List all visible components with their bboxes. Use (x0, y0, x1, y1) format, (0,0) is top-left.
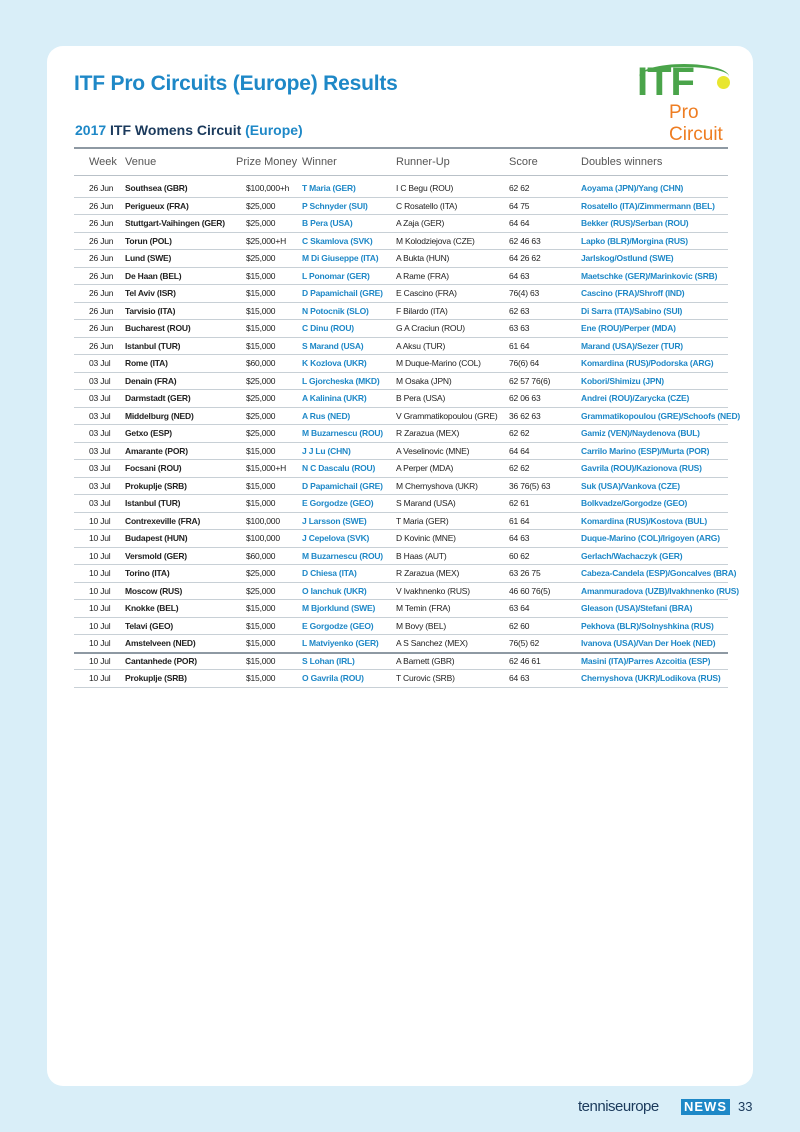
table-bottom-rule (74, 652, 728, 654)
column-header-prize-money: Prize Money (236, 156, 298, 168)
runner-up-cell: A Bukta (HUN) (396, 253, 450, 263)
tennis-ball-icon (717, 76, 730, 89)
prize-money-cell: $15,000 (246, 498, 276, 508)
doubles-winners-cell: Andrei (ROU)/Zarycka (CZE) (581, 393, 690, 403)
table-row (74, 250, 728, 268)
table-row (74, 338, 728, 356)
venue-cell: Amarante (POR) (125, 445, 188, 456)
prize-money-cell: $25,000 (246, 428, 276, 438)
prize-money-cell: $25,000 (246, 218, 276, 228)
prize-money-cell: $15,000 (246, 305, 276, 316)
column-header-winner: Winner (302, 156, 337, 168)
doubles-winners-cell: Marand (USA)/Sezer (TUR) (581, 340, 683, 351)
prize-money-cell: $15,000+H (246, 463, 287, 473)
week-cell: 26 Jun (89, 305, 114, 316)
winner-cell: E Gorgodze (GEO) (302, 498, 374, 508)
score-cell: 76(4) 63 (509, 288, 540, 298)
winner-cell: J Cepelova (SVK) (302, 533, 370, 543)
runner-up-cell: E Cascino (FRA) (396, 288, 457, 298)
venue-cell: Denain (FRA) (125, 375, 177, 386)
venue-cell: Middelburg (NED) (125, 410, 194, 421)
column-header-week: Week (89, 156, 117, 168)
runner-up-cell: M Kolodziejova (CZE) (396, 235, 475, 246)
week-cell: 26 Jun (89, 270, 114, 281)
doubles-winners-cell: Kobori/Shimizu (JPN) (581, 375, 664, 386)
week-cell: 03 Jul (89, 393, 111, 403)
prize-money-cell: $25,000 (246, 253, 276, 263)
runner-up-cell: V Ivakhnenko (RUS) (396, 585, 470, 596)
doubles-winners-cell: Rosatello (ITA)/Zimmermann (BEL) (581, 200, 715, 211)
winner-cell: S Lohan (IRL) (302, 655, 355, 666)
week-cell: 26 Jun (89, 323, 114, 333)
week-cell: 10 Jul (89, 638, 111, 648)
venue-cell: Stuttgart-Vaihingen (GER) (125, 218, 225, 228)
runner-up-cell: A Barnett (GBR) (396, 655, 455, 666)
venue-cell: Knokke (BEL) (125, 603, 179, 613)
table-row (74, 355, 728, 373)
doubles-winners-cell: Cascino (FRA)/Shroff (IND) (581, 288, 685, 298)
runner-up-cell: A Rame (FRA) (396, 270, 449, 281)
score-cell: 62 61 (509, 498, 530, 508)
week-cell: 10 Jul (89, 603, 111, 613)
score-cell: 76(6) 64 (509, 358, 540, 368)
venue-cell: Amstelveen (NED) (125, 638, 196, 648)
table-row (74, 443, 728, 461)
score-cell: 63 26 75 (509, 568, 541, 578)
runner-up-cell: B Pera (USA) (396, 393, 446, 403)
table-top-rule (74, 147, 728, 149)
score-cell: 64 64 (509, 445, 530, 456)
table-row (74, 670, 728, 688)
score-cell: 62 63 (509, 305, 530, 316)
week-cell: 03 Jul (89, 463, 111, 473)
doubles-winners-cell: Suk (USA)/Vankova (CZE) (581, 480, 680, 491)
doubles-winners-cell: Bekker (RUS)/Serban (ROU) (581, 218, 689, 228)
prize-money-cell: $15,000 (246, 480, 276, 491)
winner-cell: M Buzarnescu (ROU) (302, 428, 383, 438)
week-cell: 26 Jun (89, 340, 114, 351)
page-number: 33 (738, 1099, 753, 1114)
prize-money-cell: $15,000 (246, 323, 276, 333)
score-cell: 64 63 (509, 673, 530, 683)
winner-cell: S Marand (USA) (302, 340, 364, 351)
doubles-winners-cell: Masini (ITA)/Parres Azcoitia (ESP) (581, 655, 711, 666)
venue-cell: Tel Aviv (ISR) (125, 288, 176, 298)
score-cell: 64 64 (509, 218, 530, 228)
prize-money-cell: $25,000 (246, 585, 276, 596)
score-cell: 36 76(5) 63 (509, 480, 551, 491)
venue-cell: Telavi (GEO) (125, 620, 173, 631)
winner-cell: O Gavrila (ROU) (302, 673, 364, 683)
runner-up-cell: B Haas (AUT) (396, 550, 447, 561)
prize-money-cell: $15,000 (246, 270, 276, 281)
doubles-winners-cell: Jarlskog/Ostlund (SWE) (581, 253, 674, 263)
winner-cell: M Buzarnescu (ROU) (302, 550, 383, 561)
page-title: ITF Pro Circuits (Europe) Results (74, 72, 398, 95)
week-cell: 26 Jun (89, 288, 114, 298)
venue-cell: Istanbul (TUR) (125, 340, 181, 351)
table-row (74, 198, 728, 216)
week-cell: 10 Jul (89, 673, 111, 683)
table-row (74, 530, 728, 548)
score-cell: 62 62 (509, 428, 530, 438)
table-row (74, 303, 728, 321)
doubles-winners-cell: Cabeza-Candela (ESP)/Goncalves (BRA) (581, 568, 737, 578)
score-cell: 62 06 63 (509, 393, 541, 403)
prize-money-cell: $15,000 (246, 445, 276, 456)
runner-up-cell: D Kovinic (MNE) (396, 533, 456, 543)
week-cell: 26 Jun (89, 235, 114, 246)
doubles-winners-cell: Bolkvadze/Gorgodze (GEO) (581, 498, 688, 508)
doubles-winners-cell: Duque-Marino (COL)/Irigoyen (ARG) (581, 533, 720, 543)
table-row (74, 390, 728, 408)
column-header-doubles-winners: Doubles winners (581, 156, 663, 168)
venue-cell: Contrexeville (FRA) (125, 515, 201, 526)
runner-up-cell: M Bovy (BEL) (396, 620, 447, 631)
column-header-runner-up: Runner-Up (396, 156, 450, 168)
venue-cell: Lund (SWE) (125, 253, 172, 263)
runner-up-cell: M Temin (FRA) (396, 603, 451, 613)
table-row (74, 215, 728, 233)
section-subtitle (75, 122, 303, 138)
prize-money-cell: $15,000 (246, 288, 276, 298)
score-cell: 62 46 63 (509, 235, 541, 246)
winner-cell: T Maria (GER) (302, 183, 356, 193)
winner-cell: J Larsson (SWE) (302, 515, 367, 526)
table-row (74, 618, 728, 636)
week-cell: 10 Jul (89, 655, 111, 666)
prize-money-cell: $25,000 (246, 375, 276, 386)
score-cell: 62 46 61 (509, 655, 541, 666)
week-cell: 10 Jul (89, 550, 111, 561)
winner-cell: C Dinu (ROU) (302, 323, 354, 333)
winner-cell: D Papamichail (GRE) (302, 288, 383, 298)
table-row (74, 548, 728, 566)
venue-cell: Bucharest (ROU) (125, 323, 191, 333)
venue-cell: Torun (POL) (125, 235, 172, 246)
venue-cell: Perigueux (FRA) (125, 200, 189, 211)
winner-cell: O Ianchuk (UKR) (302, 585, 367, 596)
score-cell: 46 60 76(5) (509, 585, 551, 596)
venue-cell: De Haan (BEL) (125, 270, 182, 281)
prize-money-cell: $100,000+h (246, 183, 290, 193)
doubles-winners-cell: Ivanova (USA)/Van Der Hoek (NED) (581, 638, 716, 648)
winner-cell: M Bjorklund (SWE) (302, 603, 376, 613)
prize-money-cell: $25,000 (246, 200, 276, 211)
runner-up-cell: A S Sanchez (MEX) (396, 638, 468, 648)
winner-cell: C Skamlova (SVK) (302, 235, 373, 246)
runner-up-cell: M Duque-Marino (COL) (396, 358, 481, 368)
doubles-winners-cell: Amanmuradova (UZB)/Ivakhnenko (RUS) (581, 585, 739, 596)
week-cell: 03 Jul (89, 375, 111, 386)
prize-money-cell: $15,000 (246, 673, 276, 683)
table-row (74, 600, 728, 618)
score-cell: 63 63 (509, 323, 530, 333)
runner-up-cell: F Bilardo (ITA) (396, 305, 448, 316)
venue-cell: Tarvisio (ITA) (125, 305, 176, 316)
prize-money-cell: $25,000 (246, 393, 276, 403)
table-row (74, 425, 728, 443)
doubles-winners-cell: Chernyshova (UKR)/Lodikova (RUS) (581, 673, 721, 683)
logo-itf-text: ITF (637, 60, 694, 104)
results-table-body (74, 180, 741, 688)
winner-cell: D Papamichail (GRE) (302, 480, 383, 491)
doubles-winners-cell: Grammatikopoulou (GRE)/Schoofs (NED) (581, 410, 741, 421)
table-row (74, 180, 728, 198)
score-cell: 62 62 (509, 463, 530, 473)
table-row (74, 583, 739, 601)
doubles-winners-cell: Pekhova (BLR)/Solnyshkina (RUS) (581, 620, 714, 631)
prize-money-cell: $15,000 (246, 655, 276, 666)
week-cell: 10 Jul (89, 515, 111, 526)
week-cell: 10 Jul (89, 585, 111, 596)
runner-up-cell: R Zarazua (MEX) (396, 428, 460, 438)
prize-money-cell: $15,000 (246, 603, 276, 613)
winner-cell: L Ponomar (GER) (302, 270, 370, 281)
runner-up-cell: S Marand (USA) (396, 498, 456, 508)
score-cell: 64 63 (509, 270, 530, 281)
runner-up-cell: C Rosatello (ITA) (396, 200, 458, 211)
winner-cell: L Gjorcheska (MKD) (302, 375, 380, 386)
winner-cell: A Kalinina (UKR) (302, 393, 367, 403)
score-cell: 63 64 (509, 603, 530, 613)
score-cell: 76(5) 62 (509, 638, 540, 648)
table-header-rule (74, 175, 728, 176)
table-row (74, 565, 737, 583)
score-cell: 60 62 (509, 550, 530, 561)
runner-up-cell: A Perper (MDA) (396, 463, 454, 473)
score-cell: 61 64 (509, 340, 530, 351)
venue-cell: Moscow (RUS) (125, 585, 183, 596)
table-row (74, 268, 728, 286)
doubles-winners-cell: Maetschke (GER)/Marinkovic (SRB) (581, 270, 718, 281)
score-cell: 61 64 (509, 515, 530, 526)
winner-cell: L Matviyenko (GER) (302, 638, 379, 648)
runner-up-cell: R Zarazua (MEX) (396, 568, 460, 578)
subtitle-year: 2017 (75, 122, 107, 138)
table-row (74, 635, 728, 653)
prize-money-cell: $100,000 (246, 533, 280, 543)
runner-up-cell: V Grammatikopoulou (GRE) (396, 410, 498, 421)
prize-money-cell: $100,000 (246, 515, 280, 526)
table-row (74, 408, 741, 426)
week-cell: 03 Jul (89, 445, 111, 456)
runner-up-cell: A Zaja (GER) (396, 218, 445, 228)
table-row (74, 513, 728, 531)
runner-up-cell: I C Begu (ROU) (396, 183, 454, 193)
winner-cell: N C Dascalu (ROU) (302, 463, 376, 473)
week-cell: 10 Jul (89, 533, 111, 543)
doubles-winners-cell: Di Sarra (ITA)/Sabino (SUI) (581, 305, 683, 316)
week-cell: 26 Jun (89, 253, 114, 263)
venue-cell: Rome (ITA) (125, 358, 168, 368)
venue-cell: Southsea (GBR) (125, 183, 188, 193)
column-header-venue: Venue (125, 156, 157, 168)
week-cell: 03 Jul (89, 480, 111, 491)
week-cell: 03 Jul (89, 428, 111, 438)
venue-cell: Prokuplje (SRB) (125, 673, 187, 683)
week-cell: 26 Jun (89, 218, 114, 228)
prize-money-cell: $25,000+H (246, 235, 287, 246)
column-header-score: Score (509, 156, 538, 168)
itf-pro-circuit-logo (637, 58, 747, 145)
table-row (74, 285, 728, 303)
footer-brand: tenniseurope (578, 1098, 659, 1115)
score-cell: 64 75 (509, 200, 530, 211)
winner-cell: E Gorgodze (GEO) (302, 620, 374, 631)
doubles-winners-cell: Lapko (BLR)/Morgina (RUS) (581, 235, 688, 246)
runner-up-cell: G A Craciun (ROU) (396, 323, 465, 333)
venue-cell: Prokuplje (SRB) (125, 480, 187, 491)
table-row (74, 233, 728, 251)
doubles-winners-cell: Gerlach/Wachaczyk (GER) (581, 550, 683, 561)
prize-money-cell: $60,000 (246, 550, 276, 561)
winner-cell: M Di Giuseppe (ITA) (302, 253, 379, 263)
winner-cell: D Chiesa (ITA) (302, 568, 357, 578)
prize-money-cell: $15,000 (246, 638, 276, 648)
venue-cell: Istanbul (TUR) (125, 498, 181, 508)
doubles-winners-cell: Carrilo Marino (ESP)/Murta (POR) (581, 445, 710, 456)
table-row (74, 478, 728, 496)
doubles-winners-cell: Aoyama (JPN)/Yang (CHN) (581, 183, 684, 193)
score-cell: 36 62 63 (509, 410, 541, 421)
venue-cell: Darmstadt (GER) (125, 393, 191, 403)
table-row (74, 373, 728, 391)
winner-cell: A Rus (NED) (302, 410, 351, 421)
winner-cell: P Schnyder (SUI) (302, 200, 368, 211)
table-header (74, 152, 728, 174)
table-row (74, 320, 728, 338)
runner-up-cell: M Chernyshova (UKR) (396, 480, 478, 491)
runner-up-cell: T Curovic (SRB) (396, 673, 455, 683)
subtitle-region: (Europe) (245, 122, 303, 138)
week-cell: 03 Jul (89, 358, 111, 368)
runner-up-cell: T Maria (GER) (396, 515, 449, 526)
score-cell: 64 63 (509, 533, 530, 543)
prize-money-cell: $15,000 (246, 620, 276, 631)
doubles-winners-cell: Komardina (RUS)/Kostova (BUL) (581, 515, 707, 526)
winner-cell: J J Lu (CHN) (302, 445, 351, 456)
venue-cell: Versmold (GER) (125, 550, 187, 561)
week-cell: 10 Jul (89, 620, 111, 631)
venue-cell: Cantanhede (POR) (125, 655, 197, 666)
prize-money-cell: $25,000 (246, 568, 276, 578)
venue-cell: Budapest (HUN) (125, 533, 188, 543)
score-cell: 62 60 (509, 620, 530, 631)
footer-news-badge: NEWS (681, 1099, 730, 1115)
runner-up-cell: A Aksu (TUR) (396, 340, 446, 351)
runner-up-cell: M Osaka (JPN) (396, 375, 452, 386)
score-cell: 62 57 76(6) (509, 375, 551, 386)
doubles-winners-cell: Gamiz (VEN)/Naydenova (BUL) (581, 428, 700, 438)
winner-cell: N Potocnik (SLO) (302, 305, 369, 316)
venue-cell: Torino (ITA) (125, 568, 170, 578)
score-cell: 64 26 62 (509, 253, 541, 263)
prize-money-cell: $15,000 (246, 340, 276, 351)
prize-money-cell: $25,000 (246, 410, 276, 421)
page-card (47, 46, 753, 1086)
week-cell: 03 Jul (89, 410, 111, 421)
subtitle-name: ITF Womens Circuit (110, 122, 242, 138)
venue-cell: Focsani (ROU) (125, 463, 182, 473)
table-row (74, 653, 728, 671)
week-cell: 26 Jun (89, 183, 114, 193)
table-row (74, 495, 728, 513)
table-row (74, 460, 728, 478)
doubles-winners-cell: Gavrila (ROU)/Kazionova (RUS) (581, 463, 702, 473)
winner-cell: B Pera (USA) (302, 218, 353, 228)
doubles-winners-cell: Gleason (USA)/Stefani (BRA) (581, 603, 693, 613)
score-cell: 62 62 (509, 183, 530, 193)
week-cell: 10 Jul (89, 568, 111, 578)
doubles-winners-cell: Ene (ROU)/Perper (MDA) (581, 323, 676, 333)
prize-money-cell: $60,000 (246, 358, 276, 368)
runner-up-cell: A Veselinovic (MNE) (396, 445, 470, 456)
winner-cell: K Kozlova (UKR) (302, 358, 367, 368)
logo-sub-text: Pro Circuit (669, 102, 723, 145)
week-cell: 26 Jun (89, 200, 114, 211)
doubles-winners-cell: Komardina (RUS)/Podorska (ARG) (581, 358, 714, 368)
week-cell: 03 Jul (89, 498, 111, 508)
venue-cell: Getxo (ESP) (125, 428, 172, 438)
